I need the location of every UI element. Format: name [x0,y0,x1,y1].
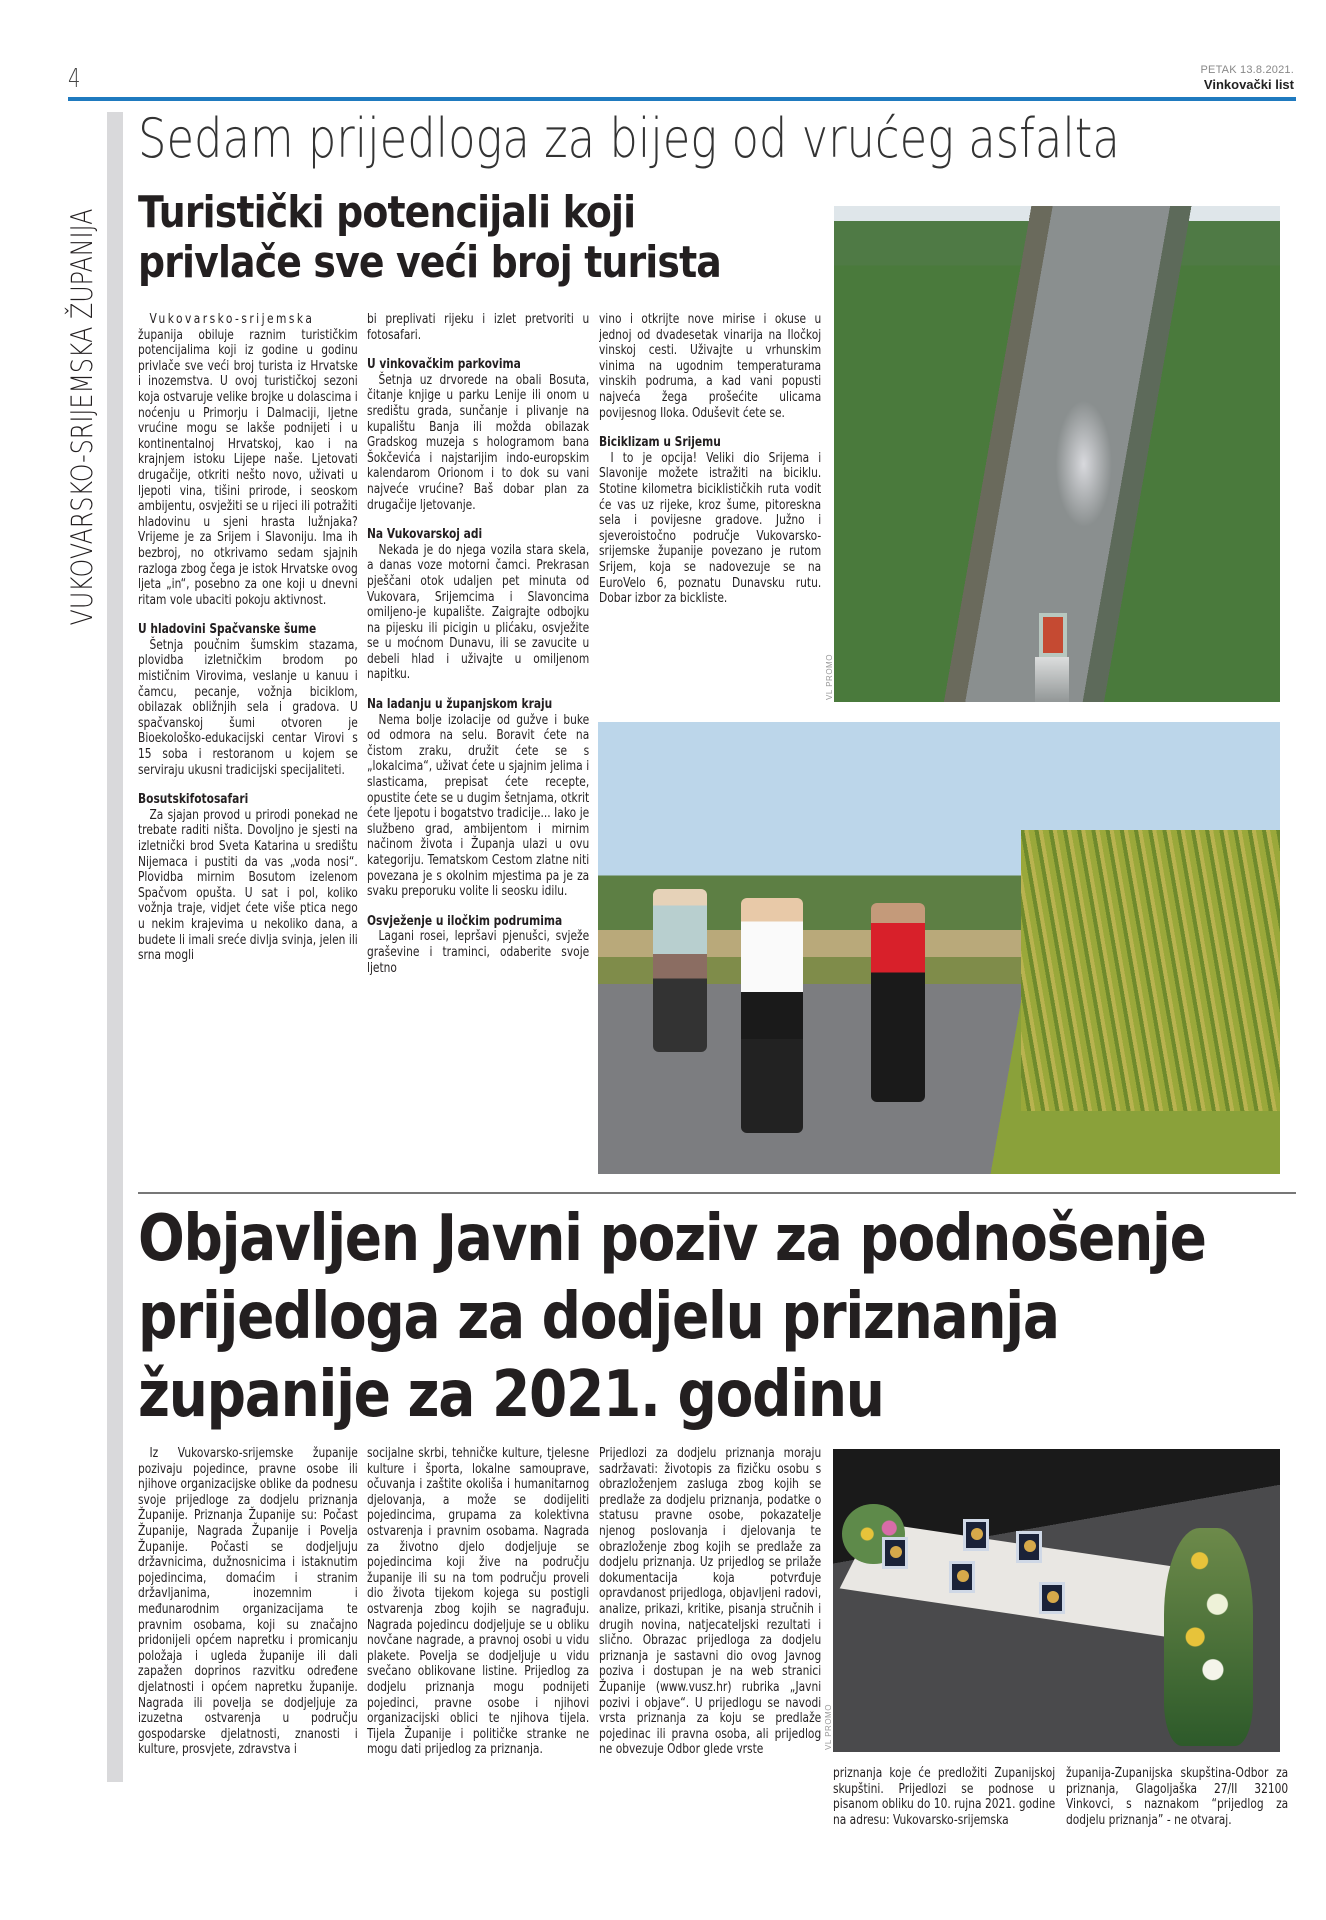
column-text [367,1446,589,1758]
article1-kicker [138,108,1298,170]
medal-plaque-shape [963,1519,989,1551]
subheading: Na Vukovarskoj adi [367,527,483,543]
paragraph: županija-Županijska skupština-Odbor za priznanja, Glagoljaška 27/II 32100 Vinkovci, s naznakom “prijedlog za dodjelu priznanja” - ne otvaraj. [1066,1766,1288,1828]
paragraph: priznanja koje će predložiti Županijskoj skupštini. Prijedlozi se podnose u pisanom obliku do 10. rujna 2021. godine na adresu: Vukovarsko-srijemska [833,1766,1055,1828]
article2-column-4 [833,1766,1055,1906]
paragraph: Šetnja poučnim šumskim stazama, plovidba izletničkim brodom po mističnim Virovima, veslanje u kanuu i čamcu, pecanje, vožnja biciklom, obilazak obližnjih sela i gradova. U spačvanskoj šumi otvoren je Bioekološko-edukacijski centar Virovi s 15 soba i restoranom u kojem se serviraju ukusni tradicijski specijaliteti. [138,637,358,778]
article1-lead-text: županija obiluje raznim turističkim potencijalima koji iz godine u godinu privlače sve veći broj turista iz Hrvatske i inozemstva. U ovoj turističkoj sezoni koja ostvaruje velike brojke u dolascima i noćenju u Primorju i Dalmaciji, ljetne vrućine mogu se lakše podnijeti i u kontinentalnoj Hrvatskoj, kao i na krajnjem istoku Lijepe naše. Ljetovati drugačije, otkriti nešto novo, uživati u ljepoti vina, tišini prirode, i seoskom ambijentu, osvježiti se u rijeci ili potražiti hladovinu u sjeni hrasta lužnjaka? Vrijeme je za Srijem i Slavoniju. Ima ih bezbroj, no otkrivamo sedam sjajnih razloga zbog čega je istok Hrvatske ovog ljeta „in“, posebno za one koji u dnevni ritam vole ubaciti pokoju aktivnost. [138,327,358,608]
column-text [599,1446,821,1758]
paragraph: Nekada je do njega vozila stara skela, a danas voze motorni čamci. Prekrasan pješčani otok udaljen pet minuta od Vukovara, Srijemcima i Slavoncima omiljeno-je kupalište. Zaigrajte odbojku na pijesku ili picigin u plićaku, osvježite se u moćnom Dunavu, ili se zavucite u debeli hlad i uživajte u omiljenom napitku. [367,542,589,683]
masthead [1201,64,1295,92]
subheading: Na ladanju u županjskom kraju [367,697,553,713]
article2-column-5 [1066,1766,1288,1906]
paragraph: Prijedlozi za dodjelu priznanja moraju sadržavati: životopis za fizičku osobu s obrazloženjem zasluga zbog kojih se predlaže za dodjelu priznanja, podatke o statusu pravne osobe, pokazatelje njenog poslovanja i djelovanja te obrazloženje zbog kojih se predlaže za dodjelu priznanja. Uz prijedlog se prilaže dokumentacija koja potvrđuje opravdanost prijedloga, objavljeni radovi, analize, prikazi, kritike, pisanja stručnih i drugih novina, natjecateljski rezultati i slično. Obrazac prijedloga za dodjelu priznanja je sastavni dio ovog Javnog poziva i dostupan je na web stranici Županije (www.vusz.hr) rubrika „Javni pozivi i objave“. U prijedlogu se navodi vrsta priznanja za koju se predlaže pojedinac ili pravna osoba, ali prijedlog ne obvezuje Odbor glede vrste [599,1446,821,1758]
subheading: Bosutskifotosafari [138,792,249,808]
article2-headline-text: Objavljen Javni poziv za podnošenje prijedloga za dodjelu priznanja županije za 2021. godinu [138,1202,1206,1432]
header-rule [68,97,1296,101]
boat-wake-shape [1035,657,1069,702]
paragraph: Nema bolje izolacije od gužve i buke od odmora na selu. Boravit ćete na čistom zraku, družit ćete se s „lokalcima“, uživat ćete u sjajnim jelima i slasticama, prepisat ćete recepte, opustite ćete se u dugim šetnjama, otkrit ćete ljepotu i bogatstvo tradicije... Iako je službeno grad, ambijentom i mirnim načinom života i Županja ulazi u ovu kategoriju. Tematskom Cestom zlatne niti povezana je s okolnim mjestima pa je za svaku preporuku volite li seosku idilu. [367,712,589,900]
subheading: Biciklizam u Srijemu [599,435,721,451]
article1-column-1 [138,312,358,1180]
section-label [62,112,102,722]
section-label-text: VUKOVARSKO-SRIJEMSKA ŽUPANIJA [65,208,99,626]
column-text [367,312,589,976]
cyclists-photo [598,722,1280,1174]
cornfield-shape [1021,830,1280,1110]
article1-headline-text: Turistički potencijali koji privlače sve veći broj turista [138,187,721,288]
photo-credit: VL PROMO [824,1704,833,1750]
medal-plaque-shape [1039,1582,1065,1614]
newspaper-name: Vinkovački list [1203,77,1294,92]
flower-arrangement-shape [1164,1528,1253,1746]
river-aerial-photo [834,206,1280,702]
medal-plaque-shape [1016,1531,1042,1563]
issue-date: PETAK 13.8.2021. [1200,64,1294,76]
medal-plaque-shape [882,1537,908,1569]
page-number: 4 [68,64,81,94]
subheading: Osvježenje u iločkim podrumima [367,913,563,929]
article1-headline [138,188,818,288]
awards-table-photo [833,1449,1280,1752]
article1-lead-first-word: Vukovarsko-srijemska [149,312,315,327]
medal-plaque-shape [949,1561,975,1593]
article2-column-2 [367,1446,589,1906]
article2-headline [138,1200,1298,1440]
paragraph: I to je opcija! Veliki dio Srijema i Slavonije možete istražiti na biciklu. Stotine kilometra biciklističkih ruta vodit će vas uz rijeke, kroz šume, pitoreskna sela i povijesne gradove. Južno i sjeveroistočno područje Vukovarsko-srijemske županije povezano je rutom Srijem, koja se nadovezuje se na EuroVelo 6, poznatu Dunavsku rutu. Dobar izbor za bickliste. [599,450,821,607]
photo-credit: VL PROMO [825,654,834,700]
article1-lead [138,312,358,608]
article1-kicker-text: Sedam prijedloga za bijeg od vrućeg asfalta [138,108,1120,170]
paragraph: bi preplivati rijeku i izlet pretvoriti u fotosafari. [367,312,589,343]
boat-shape [1039,613,1067,657]
paragraph: Za sjajan provod u prirodi ponekad ne trebate raditi ništa. Dovoljno je sjesti na izletnički brod Sveta Katarina u središtu Nijemaca i pustiti da vas „voda nosi“. Plovidba mirnim Bosutom izelenom Spačvom opušta. U sat i pol, koliko vožnja traje, vidjet ćete više ptica nego u nekim krajevima u nekoliko dana, a budete li imali sreće divlja svinja, jelen ili srna mogli [138,807,358,964]
subheading: U vinkovačkim parkovima [367,357,521,373]
section-side-bar [107,112,123,1782]
column-text [833,1766,1055,1828]
article1-column-3 [599,312,821,712]
article2-column-1 [138,1446,358,1906]
paragraph: Iz Vukovarsko-srijemske županije pozivaju pojedince, pravne osobe ili njihove organizacijske oblike da podnesu svoje prijedloge za dodjelu priznanja Županije. Priznanja Županije su: Počast Županije, Nagrada Županije i Povelja Županije. Počasti se dodjeljuju državnicima, dužnosnicima i istaknutim pojedincima, domaćim i stranim državljanima, inozemnim i međunarodnim organizacijama te pravnim osobama, koji su značajno pridonijeli općem napretku i promicanju položaja i ugleda županije ili dali zapažen doprinos razvitku određene djelatnosti i općem napretku županije. Nagrada ili povelja se dodjeljuje za izuzetna ostvarenja u području gospodarske djelatnosti, znanosti i kulture, prosvjete, zdravstva i [138,1446,358,1758]
cyclist-figure [871,903,926,1102]
column-text [138,1446,358,1758]
section-divider [138,1192,1296,1194]
paragraph: socijalne skrbi, tehničke kulture, tjelesne kulture i športa, lokalne samouprave, očuvanja i zaštite okoliša i humanitarnog djelovanja, a može se dodijeliti pojedincima, grupama za kolektivna ostvarenja i pravnim osobama. Nagrada za životno djelo dodjeljuje se pojedincima koji žive na području županije ili su na tom području proveli dio života tijekom kojega su postigli ostvarenja zbog kojih se nagrađuju. Nagrada pojedincu dodjeljuje se u obliku novčane nagrade, a pravnoj osobi u vidu plakete. Povelja se dodjeljuje u vidu svečano oblikovane listine. Prijedlog za dodjelu priznanja mogu podnijeti pojedinci, pravne osobe i njihovi organizacijski oblici te njihova tijela. Tijela Županije i političke stranke ne mogu dati prijedlog za priznanja. [367,1446,589,1758]
paragraph: Lagani rosei, lepršavi pjenušci, svježe graševine i traminci, odaberite svoje ljetno [367,929,589,976]
cyclist-figure [741,898,802,1133]
subheading: U hladovini Spačvanske šume [138,622,317,638]
column-text [1066,1766,1288,1828]
cyclist-figure [653,889,708,1052]
article1-column-2 [367,312,589,1180]
paragraph: vino i otkrijte nove mirise i okuse u jednoj od dvadesetak vinarija na Iločkoj vinskoj cesti. Uživajte u vrhunskim vinima na ugodnim temperaturama vinskih podruma, a kad vani popusti najveća žega prošećite ulicama povijesnog Iloka. Oduševit ćete se. [599,312,821,421]
column-text [599,312,821,607]
article2-column-3 [599,1446,821,1906]
column-text [138,312,358,964]
paragraph: Šetnja uz drvorede na obali Bosuta, čitanje knjige u parku Lenije ili onom u središtu grada, sunčanje i plivanje na kupalištu Banja ili možda obilazak Gradskog muzeja s hologramom bana Šokčevića i najstarijim indo-europskim kalendarom Orionom i to dok su vani najveće vrućine? Baš dobar plan za drugačije ljetovanje. [367,372,589,513]
